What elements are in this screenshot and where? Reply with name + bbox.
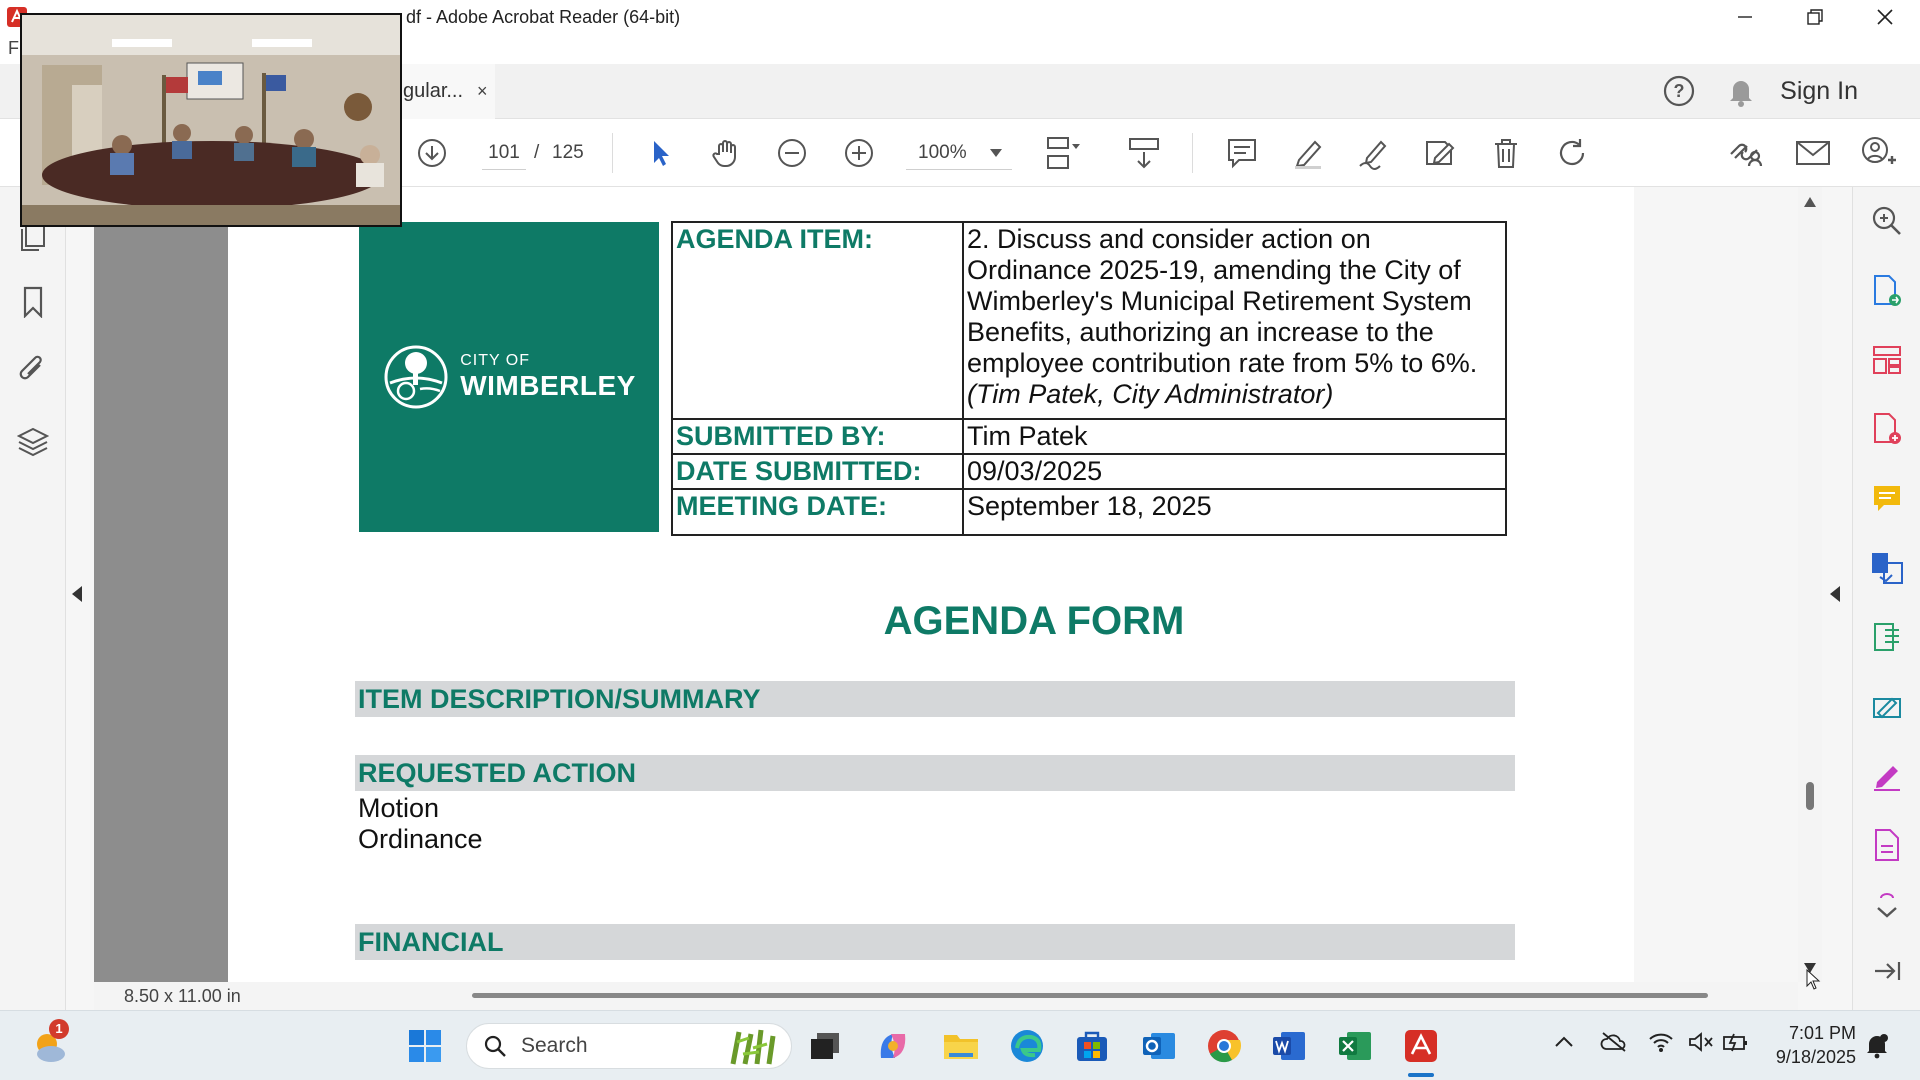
send-for-signature-icon[interactable] [1867,687,1907,727]
file-explorer-icon[interactable] [940,1025,982,1067]
window-title: df - Adobe Acrobat Reader (64-bit) [406,7,681,27]
copilot-icon[interactable] [872,1025,914,1067]
collapse-panel-icon[interactable] [1867,951,1907,991]
page-separator: / [534,142,540,163]
outlook-icon[interactable] [1138,1025,1180,1067]
volume-muted-icon[interactable] [1688,1031,1714,1053]
collapse-left-pane-arrow[interactable] [72,586,82,602]
organize-pages-icon[interactable] [1867,340,1907,380]
delete-trash-icon[interactable] [1486,133,1526,173]
page-display-icon[interactable] [1042,133,1082,173]
windows-start-icon[interactable] [404,1025,446,1067]
chrome-browser-icon[interactable] [1203,1025,1245,1067]
menu-file[interactable]: F [8,38,19,58]
help-icon[interactable] [1662,74,1696,108]
agenda-item-text: 2. Discuss and consider action on Ordinance 2025-19, amending the City of Wimberley's Municipal Retirement System Benefits, authorizing an increase to the employee contribution rate from 5% to 6%. [967,224,1478,378]
table-row [672,489,1506,535]
sign-in-button[interactable]: Sign In [1780,77,1858,105]
create-pdf-icon[interactable] [1867,409,1907,449]
mouse-cursor-icon [1806,969,1822,991]
weather-badge: 1 [49,1019,69,1039]
scroll-up-arrow-icon[interactable] [1804,197,1816,207]
section-requested-action: REQUESTED ACTION [355,755,1515,791]
page-number-input[interactable]: 101 [482,136,526,170]
onedrive-offline-icon[interactable] [1600,1031,1628,1053]
more-tools-chevron-icon[interactable] [1867,887,1907,927]
compress-pdf-icon[interactable] [1867,617,1907,657]
clock-date[interactable]: 9/18/2025 [1775,1047,1856,1067]
hand-tool-icon[interactable] [706,133,746,173]
agenda-item-value [963,222,1506,419]
acrobat-taskbar-icon[interactable] [1400,1025,1442,1067]
zoom-in-icon[interactable] [839,133,879,173]
close-tab-button[interactable]: × [477,81,488,101]
combine-files-icon[interactable] [1867,548,1907,588]
wifi-icon[interactable] [1648,1031,1674,1053]
search-label: Search [521,1034,588,1057]
close-window-button[interactable] [1850,0,1920,34]
document-viewport[interactable] [94,187,1634,982]
edit-pdf-icon[interactable] [1867,825,1907,865]
section-financial: FINANCIAL [355,924,1515,960]
city-logo [359,222,659,532]
requested-action-ordinance: Ordinance [358,824,483,854]
toolbar-divider [1192,133,1193,173]
table-row [672,222,1506,419]
battery-charging-icon[interactable] [1722,1031,1750,1053]
minimize-button[interactable] [1710,0,1780,34]
chevron-down-icon [990,149,1002,157]
edit-text-icon[interactable] [1420,133,1460,173]
submitted-by-value: Tim Patek [963,419,1506,454]
microsoft-store-icon[interactable] [1071,1025,1113,1067]
windows-taskbar [0,1010,1920,1080]
wimberley-emblem-icon [382,343,450,411]
form-title: AGENDA FORM [883,599,1185,643]
meeting-date-label: MEETING DATE: [672,489,963,535]
search-highlight-bamboo-icon [723,1028,783,1066]
taskbar-search[interactable] [466,1023,792,1069]
zoom-out-icon[interactable] [772,133,812,173]
requested-action-motion: Motion [358,793,440,823]
notification-center-icon[interactable] [1864,1033,1890,1059]
logo-line-2: WIMBERLEY [460,370,636,401]
excel-icon[interactable] [1334,1025,1376,1067]
svg-text:?: ? [1673,81,1685,101]
agenda-info-table [671,221,1507,536]
vertical-scroll-thumb[interactable] [1806,782,1814,810]
fill-and-sign-icon[interactable] [1867,756,1907,796]
section-item-description: ITEM DESCRIPTION/SUMMARY [355,681,1515,717]
layers-icon[interactable] [13,422,53,462]
show-hidden-icons-chevron-icon[interactable] [1555,1035,1573,1047]
collapse-right-pane-arrow[interactable] [1830,586,1840,602]
agenda-item-presenter: (Tim Patek, City Administrator) [967,379,1334,409]
right-tools-pane [1852,187,1920,1010]
document-tab-label: gular... [403,80,464,102]
select-cursor-icon[interactable] [641,133,681,173]
agenda-item-label: AGENDA ITEM: [672,222,963,419]
zoom-level-select[interactable] [906,136,1012,170]
next-page-icon[interactable] [412,133,452,173]
word-icon[interactable] [1268,1025,1310,1067]
page-total: 125 [552,142,584,163]
edge-browser-icon[interactable] [1006,1025,1048,1067]
clock-time[interactable]: 7:01 PM [1788,1023,1856,1043]
export-pdf-icon[interactable] [1867,271,1907,311]
active-app-indicator [1408,1073,1434,1077]
search-zoom-icon[interactable] [1867,201,1907,241]
search-icon [483,1034,507,1058]
bookmarks-icon[interactable] [13,282,53,322]
comment-icon[interactable] [1222,133,1262,173]
pdf-page [228,187,1634,982]
toolbar-divider [612,133,613,173]
video-overlay [20,13,402,227]
page-size-label: 8.50 x 11.00 in [124,986,241,1006]
email-envelope-icon[interactable] [1793,133,1833,173]
table-row [672,454,1506,489]
scroll-mode-icon[interactable] [1124,133,1164,173]
meeting-room-video-image [22,15,402,227]
horizontal-scrollbar[interactable] [94,982,1798,1010]
table-row [672,419,1506,454]
draw-freehand-icon[interactable] [1354,133,1394,173]
document-tab[interactable] [395,64,495,119]
meeting-date-value: September 18, 2025 [963,489,1506,535]
rotate-icon[interactable] [1552,133,1592,173]
add-user-icon[interactable] [1858,133,1898,173]
attachments-paperclip-icon[interactable] [13,349,53,389]
horizontal-scroll-thumb[interactable] [472,993,1708,998]
task-view-icon[interactable] [804,1025,846,1067]
notifications-bell-icon[interactable] [1724,74,1758,108]
left-navigation-pane [0,187,66,1010]
zoom-level-value: 100% [918,142,967,163]
logo-line-1: CITY OF [460,352,531,369]
vertical-scrollbar[interactable] [1798,187,1822,982]
restore-button[interactable] [1780,0,1850,34]
share-link-icon[interactable] [1726,133,1766,173]
date-submitted-label: DATE SUBMITTED: [672,454,963,489]
date-submitted-value: 09/03/2025 [963,454,1506,489]
submitted-by-label: SUBMITTED BY: [672,419,963,454]
highlight-pen-icon[interactable] [1288,133,1328,173]
comment-tool-icon[interactable] [1867,479,1907,519]
